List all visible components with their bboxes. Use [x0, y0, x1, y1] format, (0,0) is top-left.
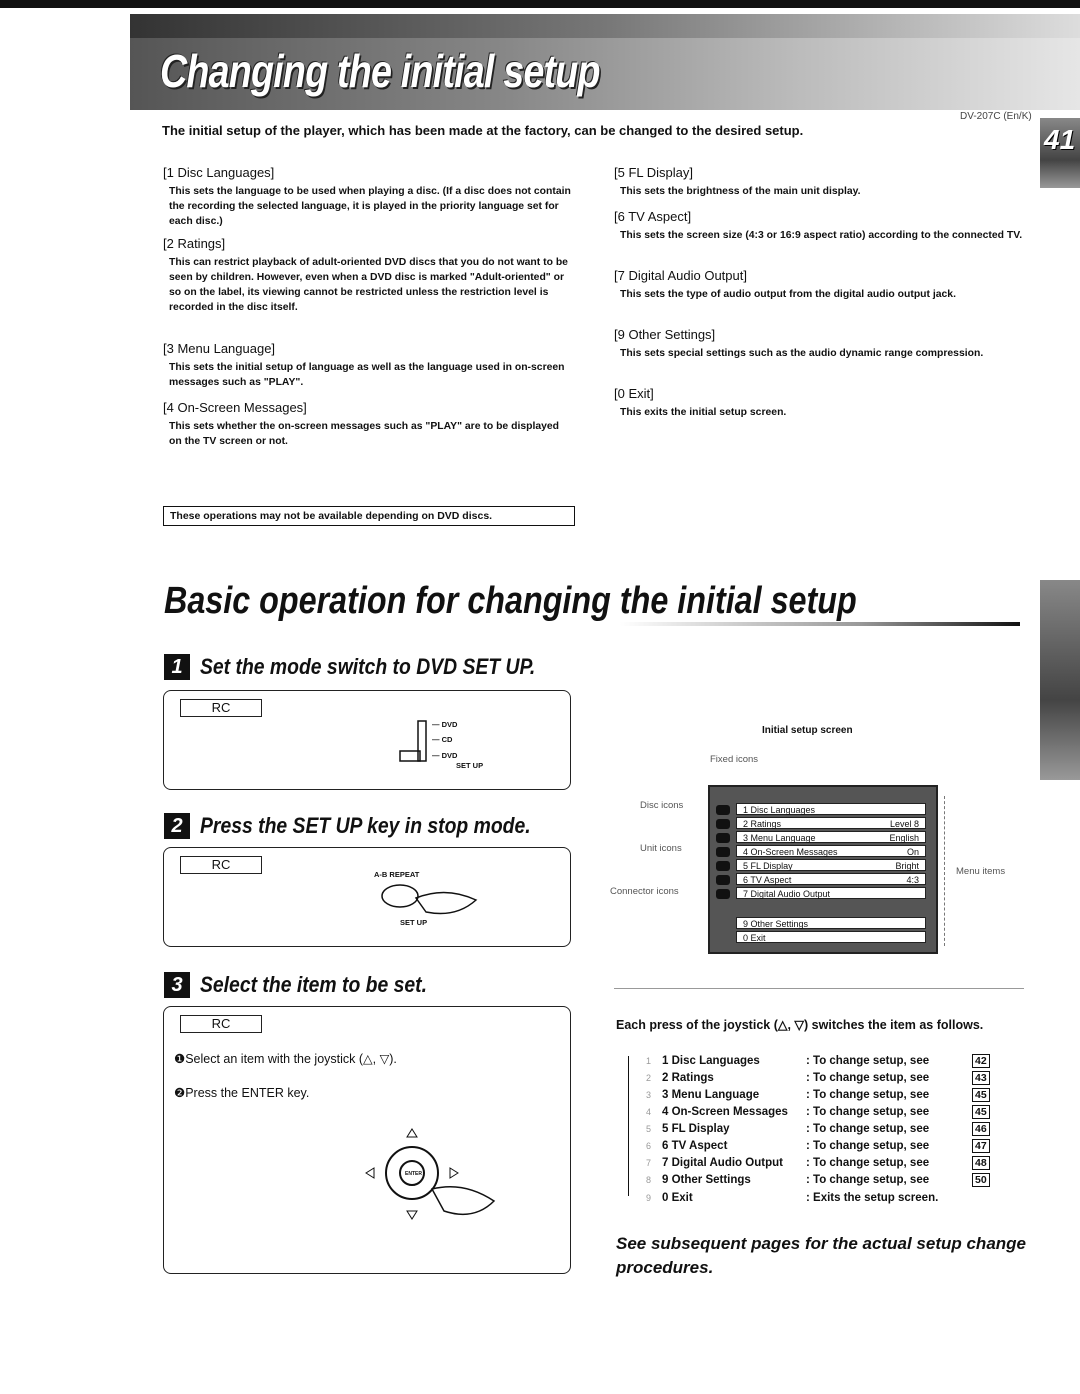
- step-1: [164, 654, 581, 680]
- screen-menu-row[interactable]: [736, 831, 926, 843]
- list-label: 1 Disc Languages: [662, 1054, 760, 1067]
- list-action: : To change setup, see: [806, 1173, 930, 1186]
- list-action: : To change setup, see: [806, 1071, 930, 1084]
- list-index: 2: [646, 1072, 652, 1083]
- top-rule: [0, 0, 1080, 8]
- row-label: 9 Other Settings: [743, 919, 809, 929]
- item-digital-audio-output: [614, 268, 1024, 302]
- list-label: 9 Other Settings: [662, 1173, 751, 1186]
- joystick-icon: [344, 1125, 504, 1235]
- menu-items-bracket: [944, 796, 946, 946]
- screen-caption: Initial setup screen: [762, 725, 853, 736]
- switch-setup: SET UP: [456, 761, 484, 770]
- page-ref: 50: [972, 1173, 990, 1187]
- switch-dvd-setup: — DVD: [432, 751, 458, 760]
- item-heading: [1 Disc Languages]: [163, 165, 275, 180]
- step-2: [164, 813, 576, 839]
- row-label: 7 Digital Audio Output: [743, 889, 831, 899]
- item-text: This sets the brightness of the main unit display.: [620, 186, 861, 197]
- list-label: 0 Exit: [662, 1191, 693, 1204]
- list-action: : To change setup, see: [806, 1088, 930, 1101]
- list-label: 5 FL Display: [662, 1122, 730, 1135]
- connector-icon: [716, 889, 730, 899]
- step-number: 3: [164, 972, 190, 998]
- screen-menu-row[interactable]: [736, 917, 926, 929]
- list-index: 4: [646, 1106, 652, 1117]
- page-ref: 46: [972, 1122, 990, 1136]
- list-item: [646, 1069, 990, 1086]
- list-index: 8: [646, 1174, 652, 1185]
- screen-menu-row[interactable]: [736, 859, 926, 871]
- menu-items-label: Menu items: [956, 866, 1006, 877]
- item-exit: [614, 386, 1024, 420]
- screen-menu-row[interactable]: [736, 931, 926, 943]
- list-label: 4 On-Screen Messages: [662, 1105, 788, 1118]
- item-heading: [2 Ratings]: [163, 236, 226, 251]
- item-ratings: [163, 236, 573, 315]
- list-index: 5: [646, 1123, 652, 1134]
- list-item: [646, 1171, 990, 1188]
- list-item: [646, 1086, 990, 1103]
- row-value: 4:3: [906, 875, 919, 885]
- item-heading: [4 On-Screen Messages]: [163, 400, 307, 415]
- model-code: DV-207C (En/K): [960, 111, 1032, 122]
- step-1-box: [163, 690, 571, 790]
- item-text: This exits the initial setup screen.: [620, 407, 787, 418]
- item-tv-aspect: [614, 209, 1024, 243]
- item-heading: [6 TV Aspect]: [614, 209, 692, 224]
- list-label: 7 Digital Audio Output: [662, 1156, 783, 1169]
- row-label: 0 Exit: [743, 933, 766, 943]
- page-ref: 47: [972, 1139, 990, 1153]
- list-bracket: [628, 1056, 635, 1196]
- screen-menu-row[interactable]: [736, 845, 926, 857]
- step-3: [164, 972, 458, 998]
- page-ref: 48: [972, 1156, 990, 1170]
- item-other-settings: [614, 327, 1024, 361]
- item-menu-language: [163, 341, 573, 390]
- screen-menu-row[interactable]: [736, 803, 926, 815]
- row-label: 5 FL Display: [743, 861, 793, 871]
- availability-note: These operations may not be available depending on DVD discs.: [163, 506, 575, 526]
- joystick-list-intro: Each press of the joystick (△, ▽) switches the item as follows.: [616, 1018, 984, 1032]
- list-index: 3: [646, 1089, 652, 1100]
- page-ref: 45: [972, 1088, 990, 1102]
- row-label: 3 Menu Language: [743, 833, 816, 843]
- divider: [614, 988, 1024, 989]
- rc-label: RC: [180, 699, 262, 717]
- unit-icons-label: Unit icons: [640, 843, 682, 854]
- step-text: Set the mode switch to DVD SET UP.: [200, 654, 536, 679]
- list-item: [646, 1154, 990, 1171]
- page-ref: 43: [972, 1071, 990, 1085]
- page-number: 41: [1044, 124, 1076, 155]
- section-rule: [620, 622, 1020, 626]
- screen-menu-row[interactable]: [736, 873, 926, 885]
- list-label: 6 TV Aspect: [662, 1139, 728, 1152]
- step-number: 1: [164, 654, 190, 680]
- list-index: 9: [646, 1192, 652, 1203]
- item-text: This sets special settings such as the audio dynamic range compression.: [620, 348, 984, 359]
- row-value: Level 8: [889, 819, 919, 829]
- row-value: Bright: [895, 861, 919, 871]
- item-text: This sets the screen size (4:3 or 16:9 aspect ratio) according to the connected TV.: [620, 230, 1023, 241]
- item-heading: [0 Exit]: [614, 386, 654, 401]
- page-title: Changing the initial setup: [160, 45, 600, 97]
- list-action: : To change setup, see: [806, 1105, 930, 1118]
- screen-menu-row[interactable]: [736, 887, 926, 899]
- rc-label: RC: [180, 856, 262, 874]
- list-item: [646, 1052, 990, 1069]
- step-number: 2: [164, 813, 190, 839]
- list-label: 2 Ratings: [662, 1071, 714, 1084]
- row-label: 6 TV Aspect: [743, 875, 792, 885]
- row-label: 2 Ratings: [743, 819, 782, 829]
- list-item: [646, 1189, 972, 1206]
- screen-menu-row[interactable]: [736, 817, 926, 829]
- intro-text: The initial setup of the player, which has been made at the factory, can be changed to the desired setup.: [162, 123, 804, 138]
- fixed-icons-label: Fixed icons: [710, 754, 759, 765]
- disc-icons-label: Disc icons: [640, 800, 684, 811]
- disc-icon: [716, 819, 730, 829]
- item-text: This sets whether the on-screen messages such as "PLAY" are to be displayed on the TV screen or not.: [169, 421, 560, 447]
- step-3-instruction-a: ❶Select an item with the joystick (△, ▽).: [174, 1052, 397, 1066]
- row-value: On: [906, 847, 919, 857]
- setup-key-hand-icon: [376, 878, 486, 928]
- item-text: This can restrict playback of adult-oriented DVD discs that you do not want to be seen by children. However, even when a DVD disc is marked "Adult-oriented" or so on the label, its viewing cannot be restricted unless the restriction level is recorded in the disc itself.: [169, 257, 568, 313]
- step-text: Select the item to be set.: [200, 972, 428, 997]
- rc-label: RC: [180, 1015, 262, 1033]
- item-text: This sets the initial setup of language as well as the language used in on-screen messages such as "PLAY".: [169, 362, 565, 388]
- step-text: Press the SET UP key in stop mode.: [200, 813, 531, 838]
- item-heading: [9 Other Settings]: [614, 327, 716, 342]
- item-heading: [5 FL Display]: [614, 165, 693, 180]
- footer-note: See subsequent pages for the actual setup change procedures.: [616, 1234, 1026, 1277]
- list-item: [646, 1120, 990, 1137]
- list-item: [646, 1137, 990, 1154]
- unit-icon: [716, 847, 730, 857]
- ab-repeat-label: A-B REPEAT: [374, 870, 420, 879]
- switch-cd: — CD: [432, 735, 453, 744]
- row-label: 1 Disc Languages: [743, 805, 816, 815]
- disc-icon: [716, 805, 730, 815]
- section-title: Basic operation for changing the initial setup: [164, 580, 857, 622]
- row-value: English: [889, 833, 919, 843]
- step-3-instruction-b: ❷Press the ENTER key.: [174, 1086, 310, 1100]
- item-fl-display: [614, 165, 1024, 199]
- list-index: 1: [646, 1055, 652, 1066]
- item-text: This sets the type of audio output from the digital audio output jack.: [620, 289, 956, 300]
- unit-icon: [716, 861, 730, 871]
- switch-dvd: — DVD: [432, 720, 458, 729]
- row-label: 4 On-Screen Messages: [743, 847, 838, 857]
- connector-icons-label: Connector icons: [610, 886, 679, 897]
- item-heading: [7 Digital Audio Output]: [614, 268, 747, 283]
- item-heading: [3 Menu Language]: [163, 341, 276, 356]
- step-2-box: [163, 847, 571, 947]
- list-label: 3 Menu Language: [662, 1088, 760, 1101]
- page-ref: 45: [972, 1105, 990, 1119]
- list-action: : To change setup, see: [806, 1054, 930, 1067]
- initial-setup-screen: [708, 785, 938, 954]
- connector-icon: [716, 875, 730, 885]
- setup-key-label: SET UP: [400, 918, 428, 927]
- list-action: : Exits the setup screen.: [806, 1191, 939, 1204]
- page-ref: 42: [972, 1054, 990, 1068]
- list-action: : To change setup, see: [806, 1139, 930, 1152]
- list-index: 7: [646, 1157, 652, 1168]
- side-tab: [1040, 580, 1080, 780]
- enter-key-label: ENTER: [405, 1171, 422, 1177]
- list-action: : To change setup, see: [806, 1122, 930, 1135]
- banner-strip: [130, 14, 1080, 38]
- item-on-screen-messages: [163, 400, 573, 449]
- item-disc-languages: [163, 165, 573, 229]
- list-item: [646, 1103, 990, 1120]
- unit-icon: [716, 833, 730, 843]
- item-text: This sets the language to be used when playing a disc. (If a disc does not contain the recording the selected language, it is played in the priority language set for each disc.): [169, 186, 571, 227]
- step-3-box: [163, 1006, 571, 1274]
- list-action: : To change setup, see: [806, 1156, 930, 1169]
- list-index: 6: [646, 1140, 652, 1151]
